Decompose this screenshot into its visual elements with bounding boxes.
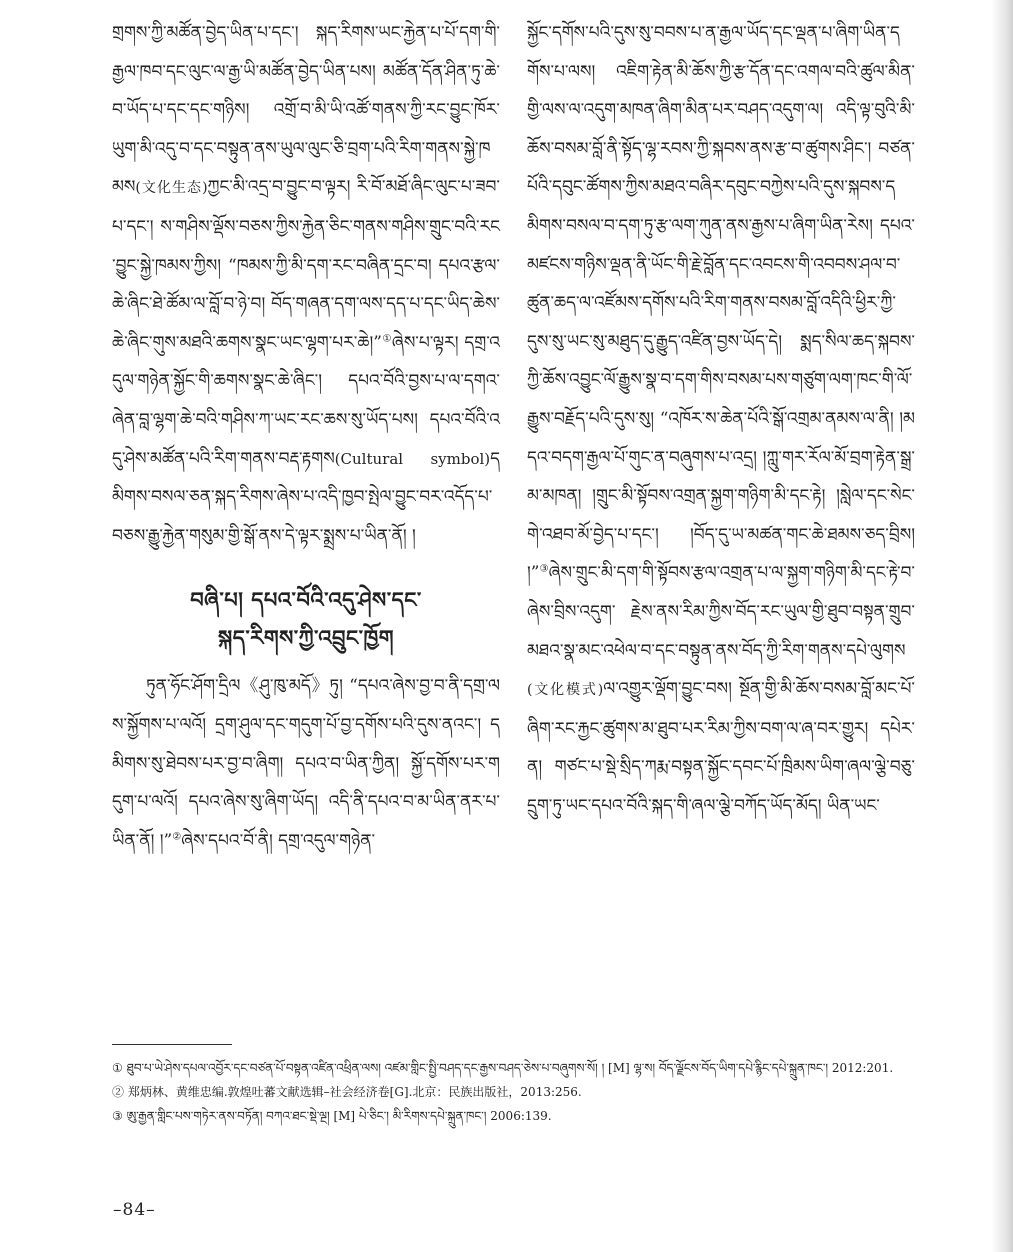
paragraph-text: སྐྱོང་དགོས་པའི་དུས་སུ་བབས་པ་ན་རྒྱལ་ཡོད་དང་ལྡན་པ་ཞིག་ཡིན་དགོས་པ་ལས། འཇིག་རྟེན་མི་ཆོས་ཀྱི་རྩ་དོན་དང་འགལ་བའི་ཚུལ་མིན་གྱི་ལས་ལ་འདུག་མཁན་ཞིག་མིན་པར་བཤད་འདུག་ལ། འདི་ལྟ་བུའི་མི་ཆོས་བསམ་བློ་ནི་སྟོད་ལྷ་རབས་ཀྱི་སྐབས་ནས་རྩ་བ་ཚུགས་ཤིང་། བཙན་པོའི་དབུང་ཚོགས་ཀྱིས་མཐའ་བཞིར་དབུང་བཀྱེས་པའི་དུས་སྐབས་དམིགས་བསལ་བ་དག་ཏུ་རྩ་ལག་ཀུན་ནས་རྒྱས་པ་ཞིག་ཡིན་རེས། དཔའ་མཛངས་གཉིས་ལྡན་ནི་ཡོང་གི་རྗེ་བློན་དང་འབངས་གི་འབབས་ཤལ་བ་ཚུན་ཆད་ལ་འཛོམས་དགོས་པའི་རིག་གནས་བསམ་བློ་འདིའི་ཕྱིར་ཀྱི་དུས་སུ་ཡང་སུ་མཐུད་དུ་རྒྱུད་འཛིན་བྱས་ཡོད་དེ། སྨད་སིལ་ཆད་སྐབས་ཀྱི་ཆོས་འབྱུང་ལོ་རྒྱུས་སྣ་བ་དག་གིས་བསམ་པས་གཙུག་ལག་ཁང་གི་ལོ་རྒྱུས་བརྗོད་པའི་དུས་སུ། “འཁོར་ས་ཆེན་པོའི་སྒོ་འགྲམ་ནམས་ལ་ནི། །མདའ་བདག་རྒྱལ་པོ་གུང་ན་བཞུགས་པ་འདྲ། །ཀླུ་གར་རོལ་མོ་བྲག་རྟེན་སྒྲ་མ་མཁན། །གྲུང་མི་སྟོབས་འགྲན་སྐྱག་གཉིག་མི་དང་རྟེ། །སླེལ་དང་སེང་གེ་འཐབ་མོ་བྱེད་པ་དང་། །བོད་དུ་ཡ་མཚན་གང་ཆེ་ཐམས་ཅད་བྲིས། །” <box>527 23 915 584</box>
page-number: –84– <box>113 1200 156 1220</box>
paragraph-text: ཞེས་པ་ལྟར། དགྲ་འདུལ་གཉེན་སྐྱོང་གི་ཆགས་སྣང་ཆེ་ཞིང་། དཔའ་བོའི་བྱས་པ་ལ་དགའ་ཞེན་བླ་ལྷག་ཆེ་བའི་གཤིས་ཀ་ཡང་རང་ཆས་སུ་ཡོད་པས། དཔའ་བོའི་འདུ་ཤེས་མཚོན་པའི་རིག་གནས་བརྡ་རྟགས <box>112 332 501 469</box>
footnote <box>112 1104 912 1128</box>
paragraph-text: གྲགས་ཀྱི་མཚོན་བྱེད་ཡིན་པ་དང་། སྐད་རིགས་ཡང་རྐྱེན་པ་པོ་དག་གི་རྒྱལ་ཁབ་དང་ལུང་ལ་རྒྱ་ཡི་མཚོན་བྱེད་ཡིན་པས། མཚོན་དོན་ཤིན་ཏུ་ཆེ་བ་ཡོད་པ་དང་དང་གཉིས། འགྲོ་བ་མི་ཡི་འཚོ་གནས་ཀྱི་རང་བྱུང་ཁོར་ཡུག་མི་འདུ་བ་དང་བསྟུན་ནས་ཡུལ་ལུང་ཅི་བྲག་པའི་རིག་གནས་སྐྱེ་ཁམས <box>112 23 500 198</box>
section-heading <box>112 581 500 657</box>
page-edge-shadow <box>991 0 1013 1252</box>
left-column <box>112 14 500 860</box>
section-heading-line: སྐད་རིགས་ཀྱི་འབྲུང་ཁྱོག <box>218 625 394 651</box>
paragraph-text: ཞེས་གྲུང་མི་དག་གི་སྟོབས་རྩལ་འགྲན་པ་ལ་སྐྱག་གཉིག་མི་དང་རྟེ་བ་ཞེས་བྲིས་འདུག་ རྗེས་ནས་རིམ་ཀྱིས་བོད་རང་ཡུལ་གྱི་ཐུབ་བསྟན་གྲུབ་མཐའ་སྣ་མང་འཕེལ་བ་དང་བསྟུན་ནས་བོད་ཀྱི་རིག་གནས་དཔེ་ལུགས <box>527 563 915 661</box>
footnotes <box>112 1056 912 1128</box>
footnote-ref[interactable]: ③ <box>539 563 549 575</box>
paragraph-text: ཞེས་དཔའ་བོ་ནི། དགྲ་འདུལ་གཉེན་ <box>181 830 376 851</box>
footnote-text: ཨུ་རྒྱན་གླིང་པས་གཏེར་ནས་བཏོན། བཀའ་ཐང་སྡེ་ལྔ། [M] པེ་ཅིང་། མི་རིགས་དཔེ་སྐྲུན་ཁང་། 2006:139. <box>126 1109 552 1123</box>
body-paragraph <box>112 14 500 555</box>
chinese-term: (文化模式) <box>527 682 604 699</box>
footnote-divider <box>112 1044 232 1045</box>
body-paragraph <box>112 667 500 860</box>
footnote-ref[interactable]: ① <box>381 333 392 345</box>
footnote-marker: ① <box>112 1061 123 1075</box>
footnote-text: 郑炳林、黄维忠编.敦煌吐蕃文献选辑–社会经济卷[G].北京：民族出版社，2013:256. <box>127 1085 582 1099</box>
body-paragraph <box>527 14 915 825</box>
right-column <box>527 14 915 825</box>
chinese-term: 态) <box>187 180 208 197</box>
paragraph-text: ཏུན་ཧོང་ཤོག་དྲིལ《ཤུ་ཁུ་མདོ》ཏུ། “དཔའ་ཞེས་བྱ་བ་ནི་དགྲ་ལས་སྐྱོགས་པ་ལའོ། དྲག་ཤུལ་དང་གདུག་པོ་བྱ་དགོས་པའི་དུས་ནའང་། དམིགས་སུ་ཐེབས་པར་བྱ་བ་ཞིག། དཔའ་བ་ཡིན་ཀྱིན། སྐྱོ་དགོས་པར་གདུག་པ་ལའོ། དཔའ་ཞེས་སུ་ཞིག་ཡོད། འདི་ནི་དཔའ་བ་མ་ཡིན་ནར་པ་ཡིན་ནོ། །” <box>112 676 500 851</box>
footnote-marker: ② <box>112 1085 125 1099</box>
paragraph-text: ལ་འགྱུར་ལྡོག་བྱུང་བས། སྔོན་གྱི་མི་ཆོས་བསམ་བློ་མང་པོ་ཞིག་རང་རྐྱང་ཚུགས་མ་ཐུབ་པར་རིམ་ཀྱིས་བག་ལ་ཞ་བར་གྱུར། དཔེར་ན། གཙང་པ་སྡེ་སྲིད་ཀརྨ་བསྟན་སྐྱོང་དབང་པོ་ཁྲིམས་ཡིག་ཞལ་ལྕེ་བཅུ་དྲུག་ཏུ་ཡང་དཔའ་བོའི་སྐད་གི་ཞལ་ལྕེ་བཀོད་ཡོད་མོད། ཡིན་ཡང་ <box>527 679 915 816</box>
english-term: (Cultural symbol) <box>334 449 491 468</box>
footnote <box>112 1080 912 1104</box>
footnote-text: ཐུབ་པ་ཡེ་ཤེས་དཔལ་འབྱོར་དང་བཙན་པོ་བསྟན་འཛིན་འཕྲིན་ལས། འཛམ་གླིང་སྤྱི་བཤད་དང་རྒྱས་བཤད་ཅེས་པ་བཞུགས་སོ། ། [M] ལྷ་ས། བོད་ལྗོངས་བོད་ཡིག་དཔེ་རྙིང་དཔེ་སྐྲུན་ཁང་། 2012:201. <box>126 1061 894 1075</box>
footnote-marker: ③ <box>112 1109 123 1123</box>
paragraph-text: ཀྱང་མི་འདྲ་བ་བྱུང་བ་ལྟར། རི་བོ་མཐོ་ཞིང་ལུང་པ་ཟབ་པ་དང་། ས་གཤིས་ལྡོས་བཅས་ཀྱིས་རྐྱེན་ཅིང་གནས་གཤིས་གྲུང་བའི་རང་བྱུང་སྐྱེ་ཁམས་ཀྱིས། “ཁམས་ཀྱི་མི་དག་རང་བཞིན་དྲང་བ། དཔའ་རྩལ་ཆེ་ཞིང་ཐེ་ཚོམ་ལ་བློ་བ་ཉེ་བ། བོད་གཞན་དག་ལས་དད་པ་དང་ཡིད་ཆེས་ཆེ་ཞིང་གུས་མཐའི་ཆགས་སྣང་ཡང་ལྷག་པར་ཆེ།” <box>112 177 500 353</box>
chinese-term: (文化生 <box>135 180 188 197</box>
footnote-ref[interactable]: ② <box>172 831 182 843</box>
paragraph-text: དམིགས་བསལ་ཅན་སྐད་རིགས་ཞེས་པ་འདི་ཁྱབ་སྤེལ་བྱུང་བར་འདོད་པ་བཅས་རྒྱུ་རྐྱེན་གསུམ་གྱི་སྒོ་ནས་དེ་ལྟར་སྨྲས་པ་ཡིན་ནོ། ། <box>112 448 500 546</box>
footnote <box>112 1056 912 1080</box>
section-heading-line: བཞི་པ། དཔའ་བོའི་འདུ་ཤེས་དང་ <box>190 587 422 613</box>
